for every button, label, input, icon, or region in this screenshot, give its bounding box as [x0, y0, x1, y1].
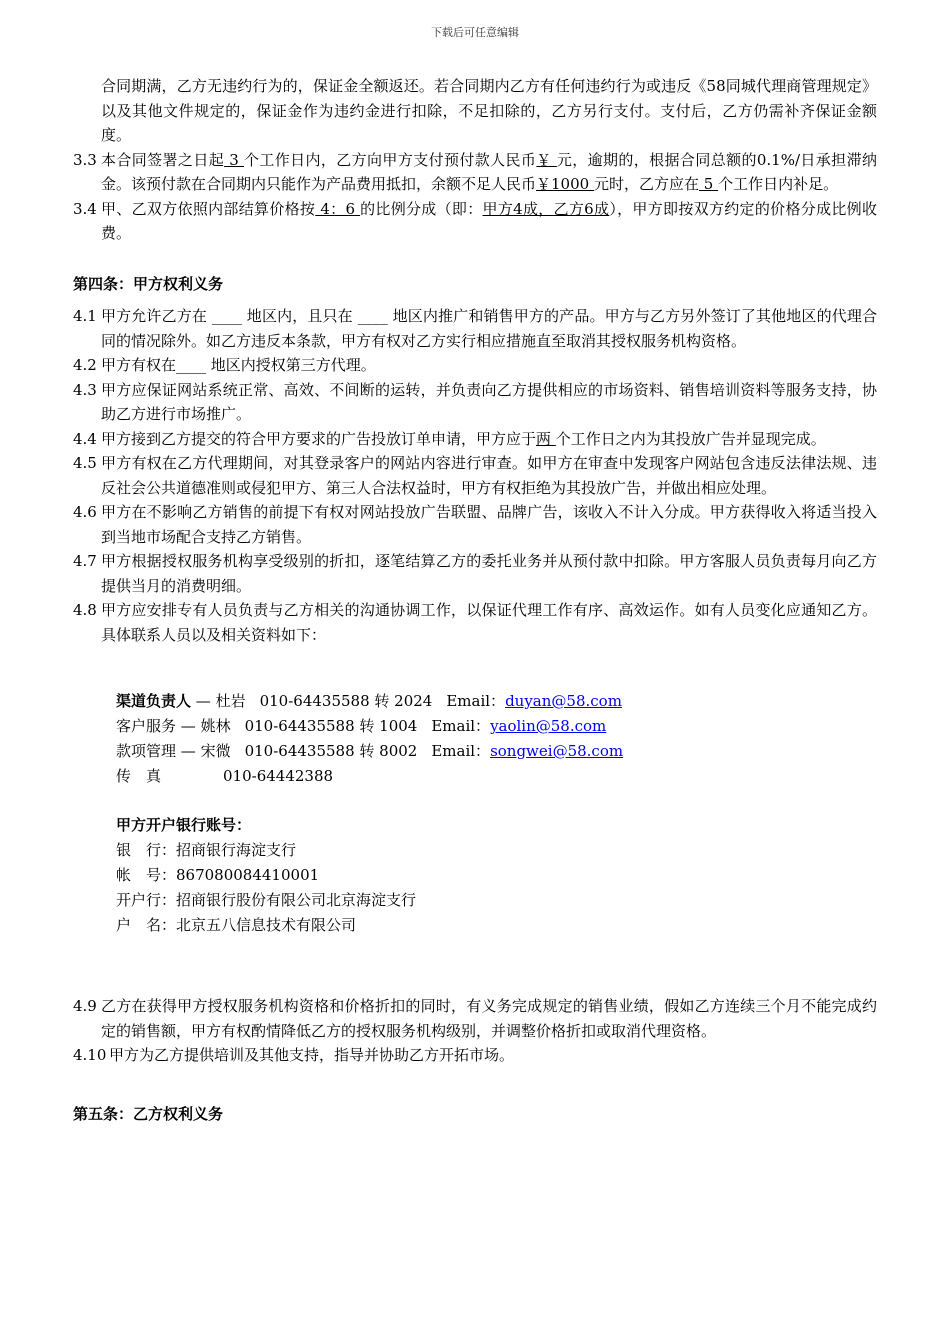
clause-3-3: [73, 148, 877, 197]
filled-blank: 5: [698, 175, 719, 193]
email-label: Email：: [446, 692, 506, 710]
section-5-title: 第五条：乙方权利义务: [73, 1104, 224, 1123]
clause-4-4: [73, 427, 877, 452]
clause-number: 4.4: [73, 429, 97, 448]
contact-name: 杜岩: [215, 692, 246, 710]
clause-number: 4.7: [73, 552, 97, 570]
clause-text: 个工作日内，乙方向甲方支付预付款人民币: [243, 150, 537, 169]
email-label: Email：: [431, 717, 491, 735]
clause-text: 甲方为乙方提供培训及其他支持，指导并协助乙方开拓市场。: [109, 1046, 515, 1064]
clause-text: 甲方在不影响乙方销售的前提下有权对网站投放广告联盟、品牌广告，该收入不计入分成。甲方获得收入将适当投入到当地市场配合支持乙方销售。: [101, 503, 877, 546]
clause-text: 本合同签署之日起: [101, 150, 225, 169]
contact-phone: 010-64435588 转 1004: [244, 717, 418, 735]
contact-separator: —: [191, 692, 216, 710]
contact-phone: 010-64435588 转 8002: [244, 742, 418, 760]
clause-4-10: [73, 1043, 877, 1068]
bank-row: 银 行：招商银行海淀支行: [116, 841, 297, 859]
clause-4-6: [73, 500, 877, 549]
clause-text: 甲方允许乙方在 ____ 地区内，且只在 ____ 地区内推广和销售甲方的产品。甲方与乙方另外签订了其他地区的代理合同的情况除外。如乙方违反本条款，甲方有权对乙方实行相应措施直至取消其授权服务机构资格。: [101, 307, 877, 350]
contact-role: 款项管理: [116, 742, 177, 760]
fax-row: [116, 764, 877, 789]
filled-blank: ￥1000: [536, 175, 594, 193]
email-link[interactable]: duyan@58.com: [505, 692, 622, 710]
clause-text: 甲、乙双方依照内部结算价格按: [101, 199, 316, 218]
clause-text: 个工作日之内为其投放广告并显现完成。: [555, 429, 826, 448]
bank-row: 帐 号：867080084410001: [116, 866, 320, 884]
intro-paragraph: 合同期满，乙方无违约行为的，保证金全额返还。若合同期内乙方有任何违约行为或违反《58同城代理商管理规定》以及其他文件规定的，保证金作为违约金进行扣除，不足扣除的，乙方另行支付。支付后，乙方仍需补齐保证金额度。: [101, 77, 877, 144]
clause-text: ），甲方即按双方约定的价格分成比例收费。: [101, 199, 877, 242]
filled-blank: 4：6: [315, 199, 361, 218]
filled-blank: 3: [224, 150, 244, 169]
clause-4-8: [73, 598, 877, 647]
contact-phone: 010-64435588 转 2024: [259, 692, 433, 710]
clause-4-2: [73, 353, 877, 378]
email-link[interactable]: songwei@58.com: [490, 742, 624, 760]
contact-block: [73, 689, 877, 938]
clause-number: 4.5: [73, 454, 97, 472]
clause-text: 的比例分成（即：: [360, 199, 483, 218]
clause-number: 4.3: [73, 380, 97, 399]
email-link[interactable]: yaolin@58.com: [490, 717, 607, 735]
clause-number: 4.9: [73, 997, 97, 1015]
clause-text: 甲方有权在____ 地区内授权第三方代理。: [101, 356, 376, 374]
filled-blank: 甲方4成，乙方6成: [482, 199, 610, 218]
clause-4-7: [73, 549, 877, 598]
clause-4-3: [73, 378, 877, 427]
clause-number: 4.1: [73, 307, 97, 325]
contact-row: [116, 739, 877, 764]
contact-row: [116, 714, 877, 739]
filled-blank: ￥: [536, 150, 557, 169]
clause-number: 3.3: [73, 150, 97, 169]
contact-separator: —: [176, 717, 201, 735]
contact-separator: —: [176, 742, 201, 760]
contact-name: 宋微: [200, 742, 231, 760]
clause-text: 甲方应安排专有人员负责与乙方相关的沟通协调工作，以保证代理工作有序、高效运作。如有人员变化应通知乙方。具体联系人员以及相关资料如下：: [101, 601, 877, 644]
clause-number: 4.2: [73, 356, 97, 374]
contact-name: 姚林: [200, 717, 231, 735]
clause-text: 甲方接到乙方提交的符合甲方要求的广告投放订单申请，甲方应于: [101, 429, 537, 448]
clause-text: 元，逾期的，根据合同总额的0.1%/日承担滞纳金。该预付款在合同期内只能作为产品费用抵扣，余额不足人民币: [101, 150, 877, 193]
clause-4-5: [73, 451, 877, 500]
contact-row: [116, 689, 877, 714]
section-4-title: 第四条：甲方权利义务: [73, 274, 224, 293]
clause-text: 乙方在获得甲方授权服务机构资格和价格折扣的同时，有义务完成规定的销售业绩，假如乙方连续三个月不能完成约定的销售额，甲方有权酌情降低乙方的授权服务机构级别，并调整价格折扣或取消代理资格。: [101, 997, 877, 1040]
fax-number: 010-64442388: [223, 767, 334, 785]
clause-4-9: [73, 994, 877, 1043]
page-header: 下载后可任意编辑: [431, 26, 519, 39]
bank-row: 户 名：北京五八信息技术有限公司: [116, 916, 357, 934]
fax-label: 传 真: [116, 767, 162, 785]
clause-3-4: [73, 197, 877, 246]
contact-role: 渠道负责人: [116, 692, 192, 710]
clause-4-1: [73, 304, 877, 353]
clause-text: 个工作日内补足。: [718, 175, 839, 193]
clause-number: 4.10: [73, 1046, 107, 1064]
filled-blank: 两: [536, 429, 556, 448]
clause-text: 甲方应保证网站系统正常、高效、不间断的运转，并负责向乙方提供相应的市场资料、销售培训资料等服务支持，协助乙方进行市场推广。: [101, 380, 877, 423]
document-body: [73, 74, 877, 1134]
clause-text: 甲方有权在乙方代理期间，对其登录客户的网站内容进行审查。如甲方在审查中发现客户网站包含违反法律法规、违反社会公共道德准则或侵犯甲方、第三人合法权益时，甲方有权拒绝为其投放广告，并做出相应处理。: [101, 454, 877, 497]
contact-role: 客户服务: [116, 717, 177, 735]
email-label: Email：: [431, 742, 491, 760]
bank-title: 甲方开户银行账号：: [116, 816, 252, 834]
clause-text: 甲方根据授权服务机构享受级别的折扣，逐笔结算乙方的委托业务并从预付款中扣除。甲方客服人员负责每月向乙方提供当月的消费明细。: [101, 552, 877, 595]
clause-number: 4.8: [73, 601, 97, 619]
clause-text: 元时，乙方应在: [593, 175, 699, 193]
clause-number: 4.6: [73, 503, 97, 521]
clause-number: 3.4: [73, 199, 97, 218]
bank-row: 开户行：招商银行股份有限公司北京海淀支行: [116, 891, 417, 909]
